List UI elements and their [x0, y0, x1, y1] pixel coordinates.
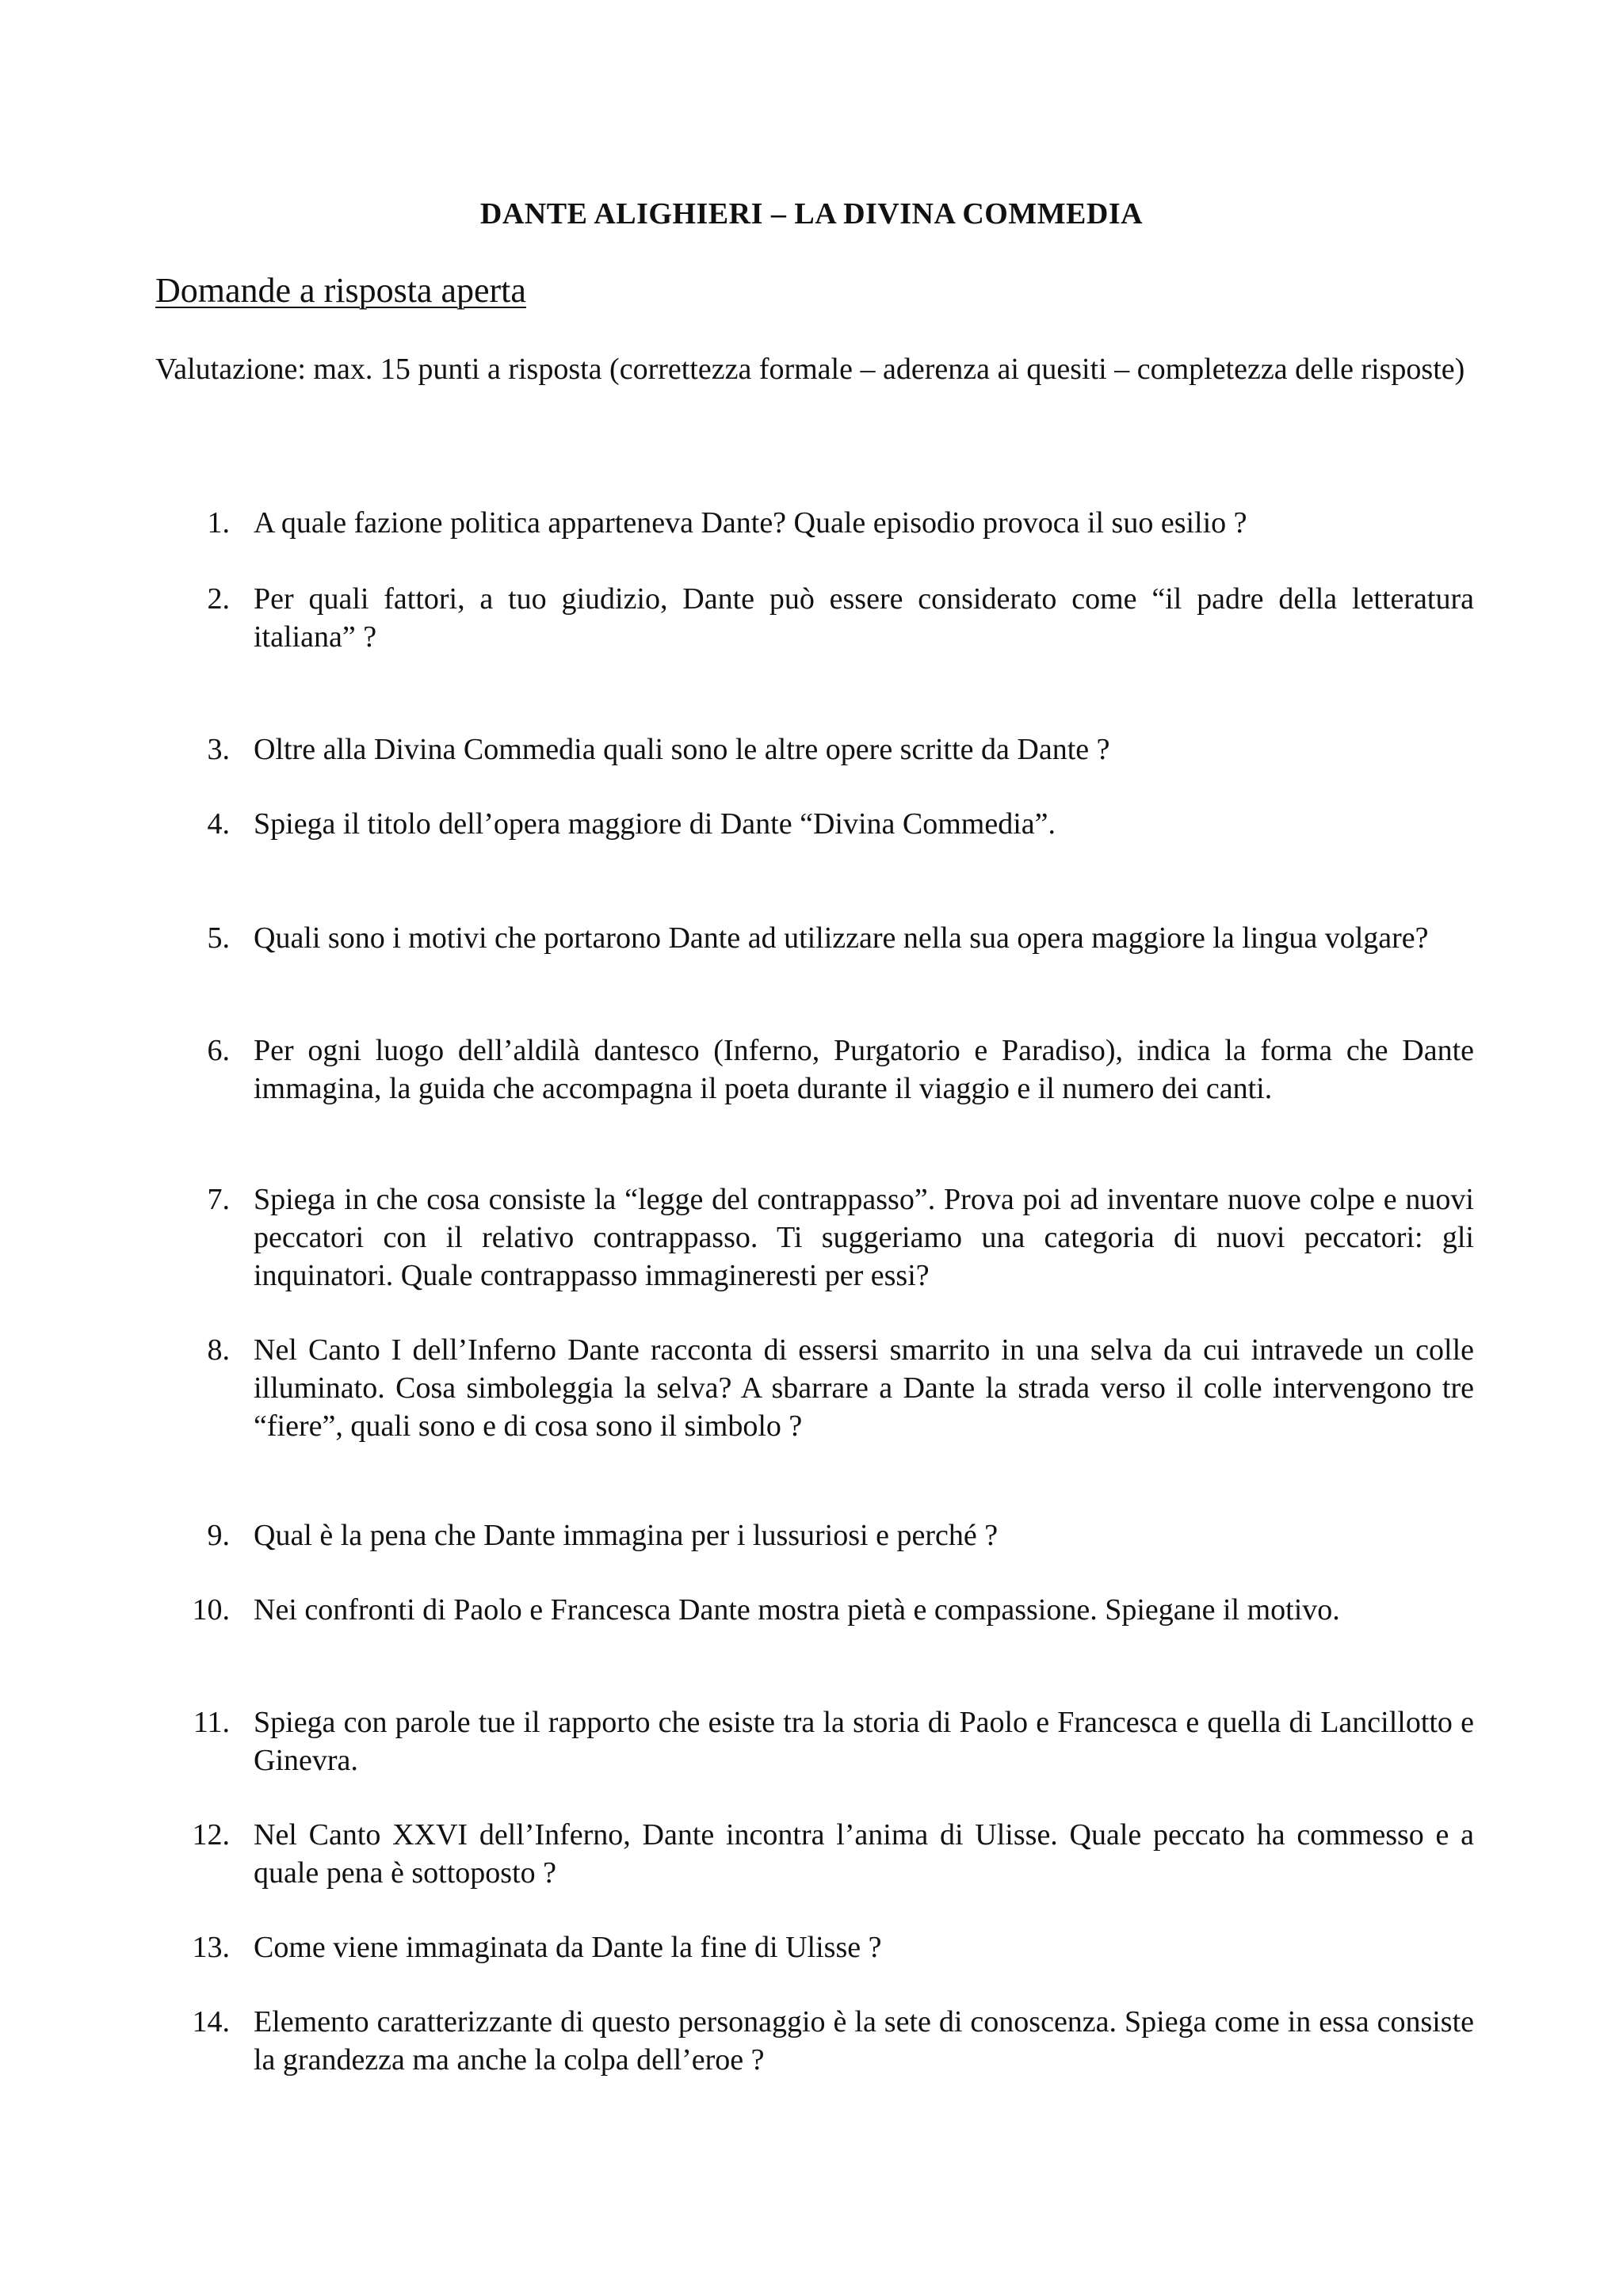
question-item: [190, 1032, 1474, 1108]
question-text: Spiega il titolo dell’opera maggiore di Dante “Divina Commedia”.: [254, 807, 1056, 841]
document-subtitle: Domande a risposta aperta: [155, 271, 526, 310]
question-number: 13.: [192, 1931, 230, 1964]
question-number: 12.: [192, 1818, 230, 1852]
question-number: 14.: [192, 2005, 230, 2039]
question-item: [190, 1928, 1474, 1966]
question-number: 1.: [207, 506, 230, 540]
evaluation-note: Valutazione: max. 15 punti a risposta (correttezza formale – aderenza ai quesiti – completezza delle risposte): [155, 353, 1465, 386]
question-item: [190, 1331, 1474, 1445]
question-text: Elemento caratterizzante di questo personaggio è la sete di conoscenza. Spiega come in essa consiste la grandezza ma anche la colpa dell’eroe ?: [254, 2005, 1474, 2077]
question-number: 10.: [192, 1593, 230, 1627]
question-item: [190, 1180, 1474, 1295]
question-text: Spiega con parole tue il rapporto che esiste tra la storia di Paolo e Francesca e quella di Lancillotto e Ginevra.: [254, 1706, 1474, 1777]
question-number: 3.: [207, 733, 230, 766]
question-text: Qual è la pena che Dante immagina per i lussuriosi e perché ?: [254, 1519, 999, 1552]
question-item: [190, 730, 1474, 769]
question-number: 6.: [207, 1034, 230, 1067]
question-text: Per quali fattori, a tuo giudizio, Dante può essere considerato come “il padre della letteratura italiana” ?: [254, 582, 1474, 654]
question-item: [190, 1516, 1474, 1554]
question-number: 11.: [193, 1706, 230, 1739]
question-text: Nel Canto I dell’Inferno Dante racconta di essersi smarrito in una selva da cui intravede un colle illuminato. Cosa simboleggia la selva? A sbarrare a Dante la strada verso il colle intervengono tre “fiere”, quali sono e di cosa sono il simbolo ?: [254, 1333, 1474, 1443]
question-item: [190, 1703, 1474, 1779]
question-text: Nel Canto XXVI dell’Inferno, Dante incontra l’anima di Ulisse. Quale peccato ha commesso e a quale pena è sottoposto ?: [254, 1818, 1474, 1890]
document-title: DANTE ALIGHIERI – LA DIVINA COMMEDIA: [479, 197, 1144, 231]
question-text: A quale fazione politica apparteneva Dante? Quale episodio provoca il suo esilio ?: [254, 506, 1247, 540]
question-item: [190, 580, 1474, 656]
question-item: [190, 805, 1474, 843]
question-item: [190, 919, 1474, 957]
question-number: 5.: [207, 921, 230, 955]
question-number: 7.: [207, 1183, 230, 1216]
question-number: 2.: [207, 582, 230, 616]
question-text: Per ogni luogo dell’aldilà dantesco (Inferno, Purgatorio e Paradiso), indica la forma che Dante immagina, la guida che accompagna il poeta durante il viaggio e il numero dei canti.: [254, 1034, 1474, 1105]
question-item: [190, 1816, 1474, 1892]
question-item: [190, 2003, 1474, 2079]
question-text: Come viene immaginata da Dante la fine di Ulisse ?: [254, 1931, 882, 1964]
question-number: 9.: [207, 1519, 230, 1552]
question-item: [190, 1591, 1474, 1629]
question-text: Nei confronti di Paolo e Francesca Dante mostra pietà e compassione. Spiegane il motivo.: [254, 1593, 1340, 1627]
question-text: Oltre alla Divina Commedia quali sono le altre opere scritte da Dante ?: [254, 733, 1110, 766]
question-number: 8.: [207, 1333, 230, 1367]
question-text: Quali sono i motivi che portarono Dante ad utilizzare nella sua opera maggiore la lingua volgare?: [254, 921, 1429, 955]
question-number: 4.: [207, 807, 230, 841]
question-item: [190, 504, 1474, 542]
question-text: Spiega in che cosa consiste la “legge del contrappasso”. Prova poi ad inventare nuove colpe e nuovi peccatori con il relativo contrappasso. Ti suggeriamo una categoria di nuovi peccatori: gli inquinatori. Quale contrappasso immagineresti per essi?: [254, 1183, 1474, 1292]
